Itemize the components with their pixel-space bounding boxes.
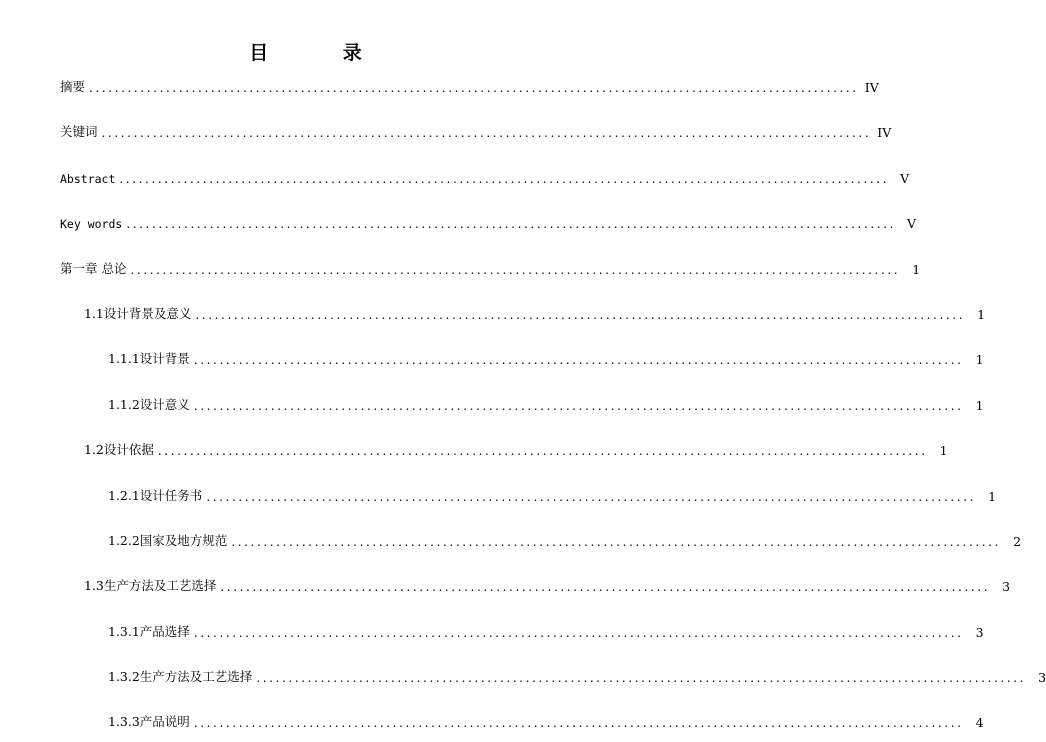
toc-entry-page: V	[907, 216, 917, 231]
toc-entry-abstract-en[interactable]	[60, 168, 910, 186]
toc-entry-page: IV	[864, 80, 879, 95]
toc-entry-keywords-cn[interactable]	[60, 122, 892, 140]
toc-entry-1-3-3[interactable]	[108, 712, 984, 730]
toc-entry-1-3-1[interactable]	[108, 622, 984, 640]
toc-entry-page: 3	[1038, 670, 1046, 685]
toc-leader-dots: ........................................................................................................................	[193, 353, 964, 367]
toc-entry-1-1-2[interactable]	[108, 395, 984, 413]
toc-entry-page: 1	[977, 307, 986, 322]
toc-entry-page: 1	[975, 352, 984, 367]
toc-entry-label: 第一章 总论	[60, 261, 127, 276]
toc-entry-page: 3	[1002, 579, 1011, 594]
toc-entry-label: Abstract	[60, 172, 116, 186]
toc-entry-1-3[interactable]	[84, 576, 1011, 594]
toc-entry-label: 1.1.2设计意义	[108, 397, 190, 412]
toc-entry-page: 3	[975, 625, 984, 640]
toc-entry-label: Key words	[60, 217, 123, 231]
toc-leader-dots: ........................................................................................................................	[157, 444, 928, 458]
toc-entry-1-1-1[interactable]	[108, 349, 984, 367]
toc-entry-abstract-cn[interactable]	[60, 77, 879, 95]
toc-leader-dots: ........................................................................................................................	[256, 671, 1027, 685]
toc-entry-label: 1.1设计背景及意义	[84, 306, 192, 321]
toc-entry-1-2-2[interactable]	[108, 531, 1022, 549]
toc-leader-dots: ........................................................................................................................	[193, 716, 964, 730]
toc-entry-label: 关键词	[60, 124, 98, 139]
toc-leader-dots: ........................................................................................................................	[119, 172, 890, 186]
toc-title: 目 录	[249, 42, 396, 64]
toc-entry-page: IV	[877, 125, 892, 140]
toc-entry-page: 2	[1013, 534, 1022, 549]
toc-entry-label: 1.3生产方法及工艺选择	[84, 578, 217, 593]
toc-leader-dots: ........................................................................................................................	[231, 535, 1002, 549]
toc-entry-label: 1.3.1产品选择	[108, 624, 190, 639]
toc-entry-page: 4	[975, 715, 984, 730]
toc-entry-page: 1	[988, 489, 997, 504]
toc-leader-dots: ........................................................................................................................	[101, 126, 872, 140]
toc-entry-1-3-2[interactable]	[108, 667, 1046, 685]
toc-leader-dots: ........................................................................................................................	[126, 217, 897, 231]
toc-leader-dots: ........................................................................................................................	[195, 308, 966, 322]
toc-entry-label: 1.2设计依据	[84, 442, 154, 457]
toc-entry-page: 1	[939, 443, 948, 458]
toc-entry-label: 1.3.2生产方法及工艺选择	[108, 669, 253, 684]
toc-entry-label: 1.2.2国家及地方规范	[108, 533, 228, 548]
toc-entry-1-2-1[interactable]	[108, 486, 997, 504]
toc-entry-label: 1.3.3产品说明	[108, 714, 190, 729]
toc-leader-dots: ........................................................................................................................	[193, 626, 964, 640]
toc-leader-dots: ........................................................................................................................	[206, 490, 977, 504]
toc-entry-label: 1.2.1设计任务书	[108, 488, 203, 503]
toc-entry-1-1[interactable]	[84, 304, 986, 322]
toc-leader-dots: ........................................................................................................................	[130, 263, 901, 277]
toc-entry-page: 1	[912, 262, 921, 277]
toc-entry-keywords-en[interactable]	[60, 213, 917, 231]
toc-entry-label: 1.1.1设计背景	[108, 351, 190, 366]
toc-leader-dots: ........................................................................................................................	[193, 399, 964, 413]
toc-entry-chapter-1[interactable]	[60, 259, 921, 277]
toc-leader-dots: ........................................................................................................................	[89, 81, 859, 95]
toc-entry-1-2[interactable]	[84, 440, 948, 458]
toc-entry-label: 摘要	[60, 79, 86, 94]
toc-entry-page: 1	[975, 398, 984, 413]
toc-entry-page: V	[900, 171, 910, 186]
toc-leader-dots: ........................................................................................................................	[220, 580, 991, 594]
